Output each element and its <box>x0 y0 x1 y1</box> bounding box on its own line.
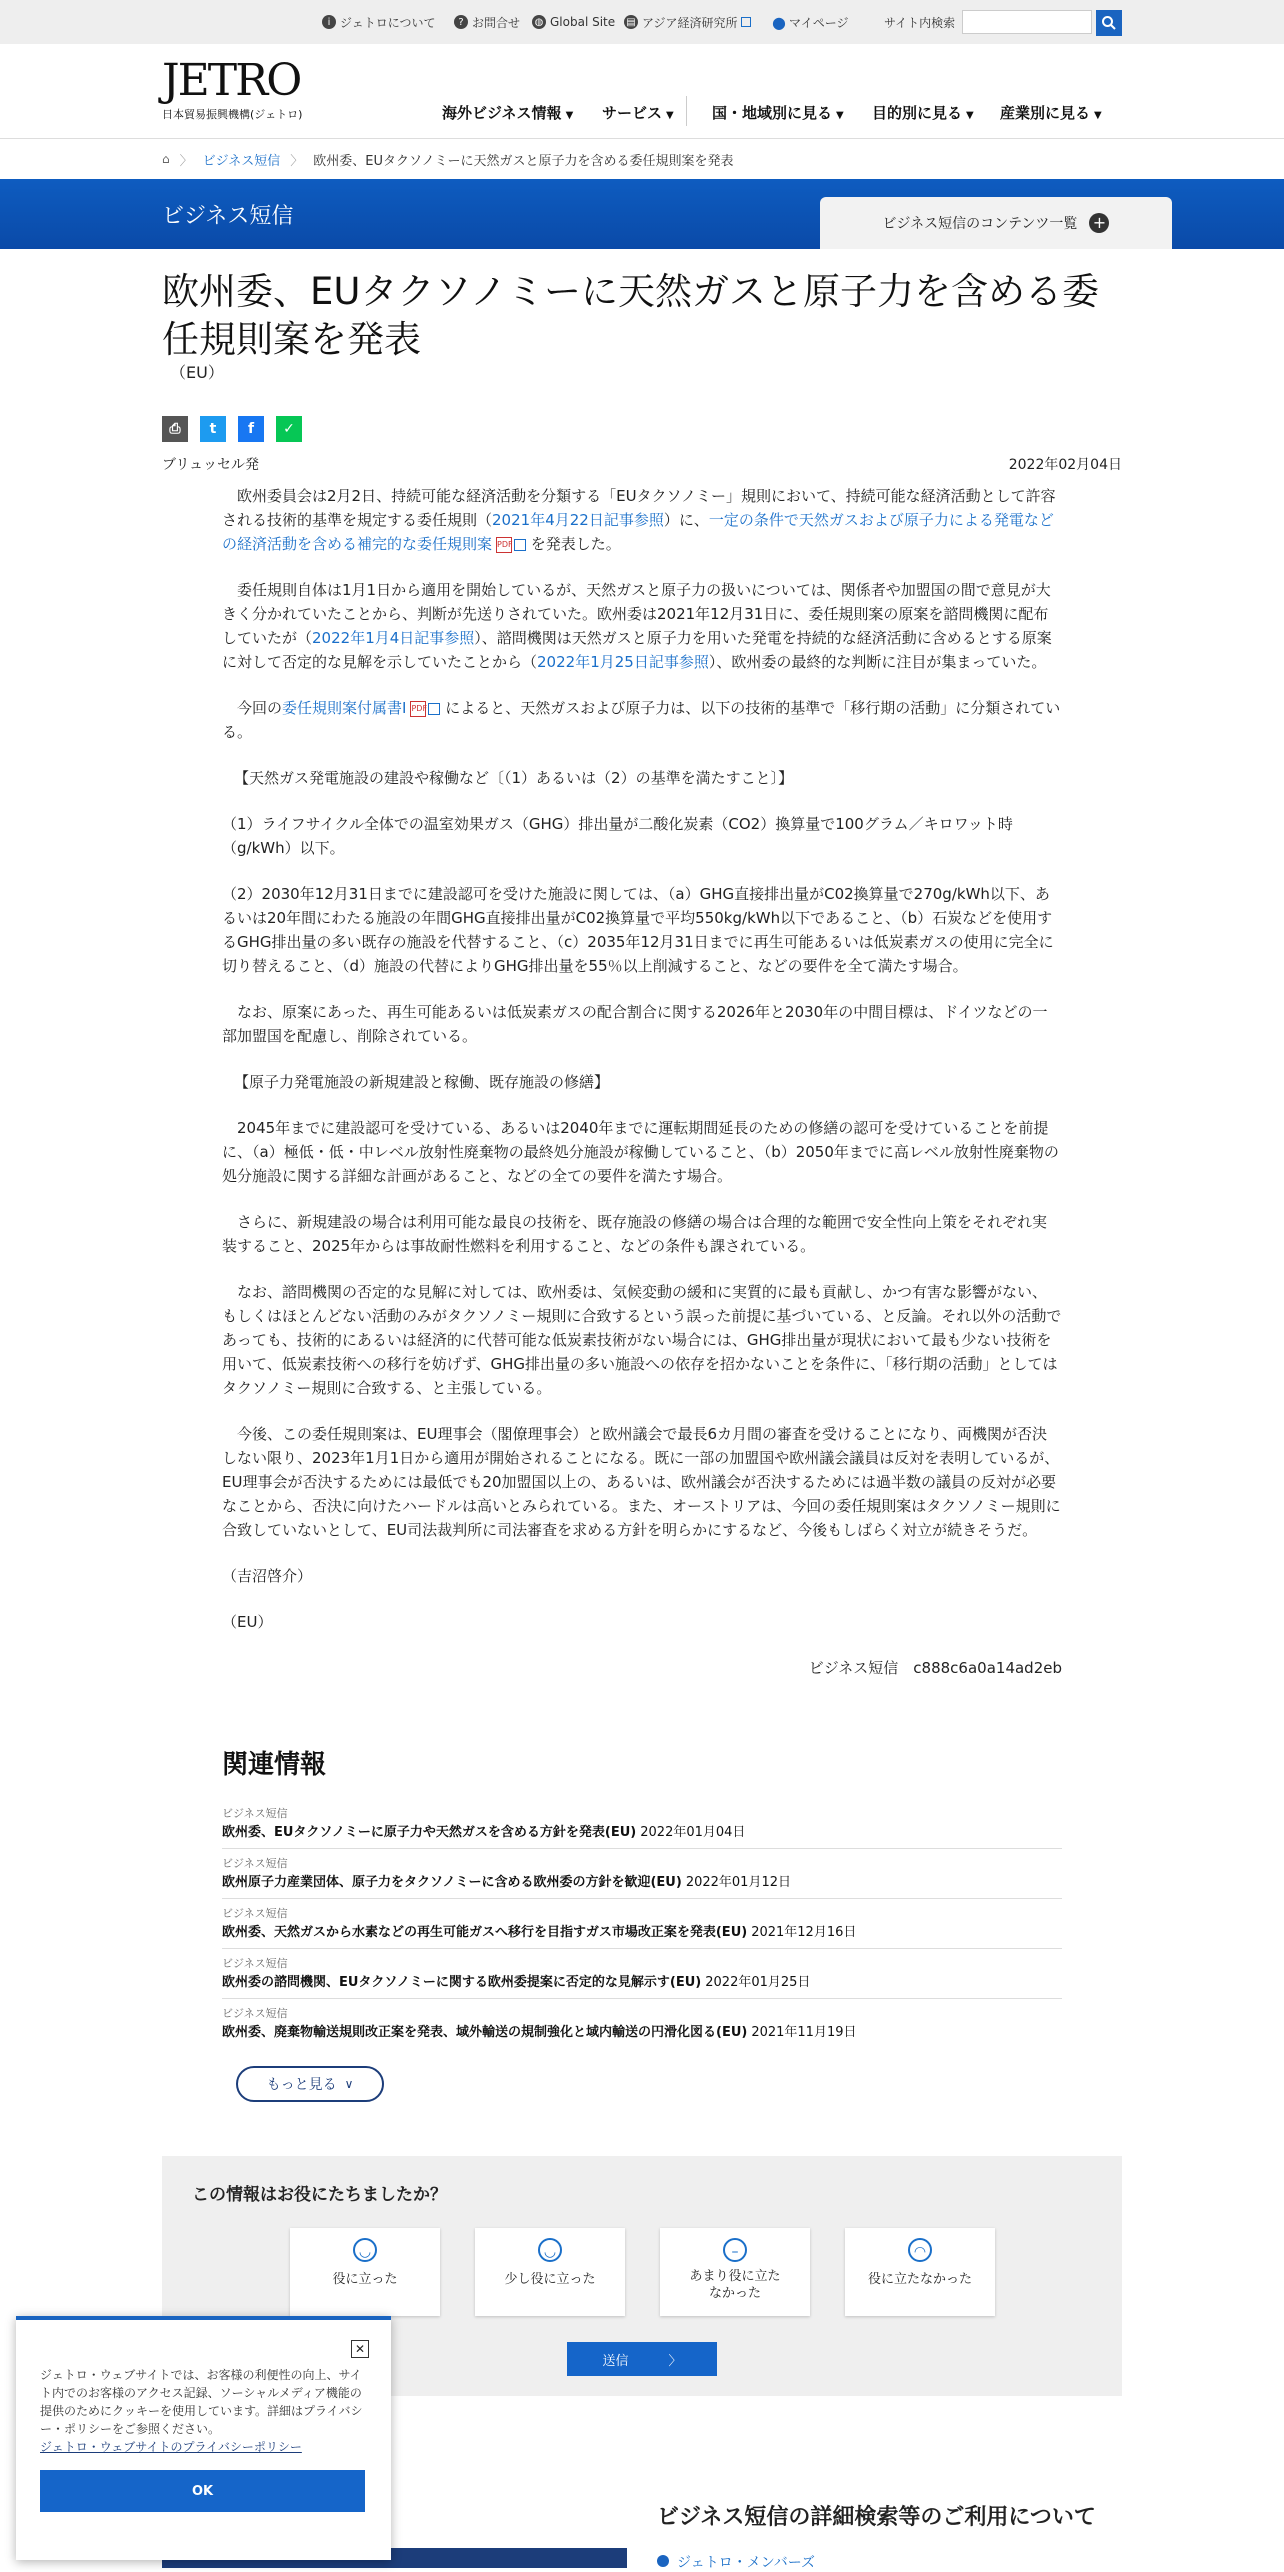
breadcrumb-separator: 〉 <box>179 153 193 169</box>
link-global[interactable] <box>532 0 615 44</box>
nav-by-region[interactable] <box>712 102 844 123</box>
list-item[interactable] <box>222 1849 1062 1899</box>
text: 欧州委員会は2月2日、持続可能な経済活動を分類する「EUタクソノミー」規則において、持続可能な経済活動として許容される技術的基準を規定する委任規則（ <box>222 487 1056 529</box>
bookmark-icon[interactable]: ✓ <box>276 416 302 442</box>
text: 今回の <box>237 699 283 717</box>
site-header <box>0 44 1284 139</box>
section-banner <box>0 179 1284 249</box>
article-date: 2022年02月04日 <box>1008 457 1122 473</box>
caret-down-icon: ▼ <box>1094 110 1102 121</box>
feedback-option-label: あまり役に立た なかった <box>689 2269 781 2301</box>
nav-divider <box>686 96 687 126</box>
feedback-option-helpful[interactable] <box>290 2228 440 2316</box>
nav-by-purpose-label: 目的別に見る <box>872 104 963 122</box>
related-title <box>222 1971 1062 1990</box>
share-buttons <box>162 416 302 442</box>
building-icon: ▤ <box>624 15 638 29</box>
external-link-icon <box>428 703 440 715</box>
submit-label: 送信 <box>602 2353 629 2369</box>
related-title-text: 欧州委の諮問機関、EUタクソノミーに関する欧州委提案に否定的な見解示す(EU) <box>222 1975 702 1990</box>
cookie-ok-button[interactable]: OK <box>40 2470 365 2512</box>
help-icon: ? <box>454 15 468 29</box>
text: ）、欧州委の最終的な判断に注目が集まっていた。 <box>708 653 1047 671</box>
author: （吉沼啓介） <box>222 1567 313 1585</box>
related-category: ビジネス短信 <box>222 1907 288 1920</box>
feedback-question: この情報はお役にたちましたか？ <box>192 2185 447 2205</box>
caret-down-icon: ▼ <box>966 110 974 121</box>
link-mypage[interactable] <box>772 0 849 44</box>
text: なお、諮問機関の否定的な見解に対しては、欧州委は、気候変動の緩和に実質的に最も貢献し、かつ有害な影響がない、もしくはほとんどない活動のみがタクソノミー規則に合致するという誤った前提に基づいている、と反論。それ以外の活動であっても、技術的にあるいは経済的に代替可能な低炭素技術がない場合には、GHG排出量が現状において最も少ない技術を用いて、低炭素技術への移行を妨げず、GHG排出量の多い施設への依存を招かないことを条件に、「移行期の活動」としてはタクソノミー規則に合致する、と主張している。 <box>222 1283 1062 1397</box>
privacy-policy-link[interactable]: ジェトロ・ウェブサイトのプライバシーポリシー <box>40 2440 302 2454</box>
search-label: サイト内検索 <box>884 16 956 30</box>
link-mypage-label: マイページ <box>788 15 849 30</box>
text: なお、原案にあった、再生可能あるいは低炭素ガスの配合割合に関する2026年と2030年の中間目標は、ドイツなどの一部加盟国を配慮し、削除されている。 <box>222 1003 1048 1045</box>
list-item[interactable] <box>222 1899 1062 1949</box>
link-delegated-act[interactable]: 一定の条件で天然ガスおよび原子力による発電などの経済活動を含める補完的な委任規則案 <box>222 511 1054 553</box>
section-title: ビジネス短信 <box>162 204 294 229</box>
chevron-down-icon: ∨ <box>344 2077 354 2091</box>
external-link-icon <box>741 17 751 27</box>
user-icon: ● <box>772 12 786 32</box>
link-ide[interactable] <box>624 0 751 44</box>
neutral-face-icon: – <box>723 2238 747 2262</box>
article-body <box>222 484 1062 1702</box>
paragraph <box>222 484 1062 556</box>
region-footer: （EU） <box>222 1613 273 1631</box>
smile-icon: ◡ <box>353 2238 377 2262</box>
members-link[interactable] <box>657 2552 815 2572</box>
utility-bar <box>0 0 1284 44</box>
link-about[interactable] <box>322 0 436 44</box>
cookie-text <box>40 2366 370 2456</box>
text: 今後、この委任規則案は、EU理事会（閣僚理事会）と欧州議会で最長6カ月間の審査を受けることになり、両機関が否決しない限り、2023年1月1日から適用が開始されることになる。既に一部の加盟国や欧州議会議員は反対を表明しているが、EU理事会が否決するためには最低でも20加盟国以上の、あるいは、欧州議会が否決するためには過半数の議員の反対が必要なことから、否決に向けたハードルは高いとみられている。また、オーストリアは、今回の委任規則案はタクソノミー規則に合致していないとして、EU司法裁判所に司法審査を求める方針を明らかにするなど、今後もしばらく対立が続きそうだ。 <box>222 1425 1061 1539</box>
caret-down-icon: ▼ <box>666 110 674 121</box>
nav-by-industry-label: 産業別に見る <box>1000 104 1091 122</box>
paragraph <box>222 1116 1062 1188</box>
contents-list-tab-label: ビジネス短信のコンテンツ一覧 <box>882 216 1078 232</box>
chevron-right-icon: 〉 <box>668 2353 682 2369</box>
print-icon[interactable]: ⎙ <box>162 416 188 442</box>
breadcrumb-current: 欧州委、EUタクソノミーに天然ガスと原子力を含める委任規則案を発表 <box>313 153 734 169</box>
show-more-button[interactable] <box>236 2066 384 2102</box>
feedback-option-not-helpful[interactable] <box>845 2228 995 2316</box>
related-title <box>222 1871 1062 1890</box>
article-origin: ブリュッセル発 <box>162 457 260 473</box>
search-input[interactable] <box>962 10 1092 34</box>
breadcrumb-business-news[interactable]: ビジネス短信 <box>202 153 281 169</box>
link-global-label: Global Site <box>550 15 616 29</box>
home-icon[interactable]: ⌂ <box>162 152 170 166</box>
related-title-text: 欧州委、天然ガスから水素などの再生可能ガスへ移行を目指すガス市場改正案を発表(EU) <box>222 1925 748 1940</box>
text: 2045年までに建設認可を受けている、あるいは2040年までに運転期間延長のための修繕の認可を受けていることを前提に、（a）極低・低・中レベル放射性廃棄物の最終処分施設が稼働していること、（b）2050年までに高レベル放射性廃棄物の処分施設に関する詳細な計画があること、などの全ての要件を満たす場合。 <box>222 1119 1059 1185</box>
feedback-option-label: 役に立たなかった <box>867 2272 972 2287</box>
subheading: 【原子力発電施設の新規建設と稼働、既存施設の修繕】 <box>234 1073 610 1091</box>
pdf-icon: PDF <box>410 701 426 717</box>
related-heading: 関連情報 <box>222 1750 327 1780</box>
link-2021-04-22[interactable]: 2021年4月22日記事参照 <box>492 511 664 529</box>
paragraph <box>222 578 1062 674</box>
feedback-option-label: 少し役に立った <box>504 2272 596 2287</box>
paragraph <box>222 1000 1062 1048</box>
nav-by-purpose[interactable] <box>872 102 974 123</box>
plus-icon: + <box>1089 213 1109 233</box>
paragraph: （2）2030年12月31日までに建設認可を受けた施設に関しては、（a）GHG直接排出量がC02換算量で270g/kWh以下、あるいは20年間にわたる施設の年間GHG直接排出量がC02換算量で平均550kg/kWh以下であること、（b）石炭などを使用するGHG排出量の多い既存の施設を代替すること、（c）2035年12月31日までに再生可能あるいは低炭素ガスの使用に完全に切り替えること、（d）施設の代替によりGHG排出量を55％以上削減すること、などの要件を全て満たす場合。 <box>222 885 1054 975</box>
info-icon: i <box>322 15 336 29</box>
caret-down-icon: ▼ <box>836 110 844 121</box>
nav-overseas-info-label: 海外ビジネス情報 <box>442 104 562 122</box>
text: 委任規則自体は1月1日から適用を開始しているが、天然ガスと原子力の扱いについては、関係者や加盟国の間で意見が大きく分かれていたことから、判断が先送りされていた。欧州委は2021年12月31日に、委任規則案の原案を諮問機関に配布していたが（ <box>222 581 1051 647</box>
external-link-icon <box>514 539 526 551</box>
detailed-search-heading: ビジネス短信の詳細検索等のご利用について <box>657 2505 1096 2530</box>
smile-icon: ◡ <box>538 2238 562 2262</box>
link-ide-label: アジア経済研究所 <box>642 15 738 30</box>
arrow-circle-icon <box>657 2555 669 2567</box>
related-title <box>222 2021 1062 2040</box>
jetro-logo[interactable] <box>162 55 303 122</box>
logo-mark: JETRO <box>162 55 301 106</box>
breadcrumb <box>0 139 1284 179</box>
feedback-option-not-much[interactable] <box>660 2228 810 2316</box>
feedback-option-somewhat[interactable] <box>475 2228 625 2316</box>
logo-subtitle: 日本貿易振興機構(ジェトロ) <box>162 108 303 121</box>
related-title-text: 欧州委、廃棄物輸送規則改正案を発表、域外輸送の規制強化と域内輸送の円滑化図る(EU) <box>222 2025 748 2040</box>
related-title <box>222 1921 1062 1940</box>
list-item[interactable] <box>222 1949 1062 1999</box>
paragraph: （1）ライフサイクル全体での温室効果ガス（GHG）排出量が二酸化炭素（CO2）換算量で100グラム／キロワット時（g/kWh）以下。 <box>222 815 1013 857</box>
subheading: 【天然ガス発電施設の建設や稼働など〔（1）あるいは（2）の基準を満たすこと〕】 <box>234 769 794 787</box>
related-title-text: 欧州委、EUタクソノミーに原子力や天然ガスを含める方針を発表(EU) <box>222 1825 637 1840</box>
text: さらに、新規建設の場合は利用可能な最良の技術を、既存施設の修繕の場合は合理的な範囲で安全性向上策をそれぞれ実装すること、2025年からは事故耐性燃料を利用すること、などの条件も課されている。 <box>222 1213 1048 1255</box>
nav-services-label: サービス <box>602 104 663 122</box>
nav-by-region-label: 国・地域別に見る <box>712 104 833 122</box>
nav-by-industry[interactable] <box>1000 102 1102 123</box>
related-date: 2021年11月19日 <box>751 2025 857 2040</box>
paragraph <box>222 1210 1062 1258</box>
facebook-icon[interactable]: f <box>238 416 264 442</box>
link-2022-01-25[interactable]: 2022年1月25日記事参照 <box>537 653 709 671</box>
paragraph <box>222 696 1062 744</box>
cookie-message: ジェトロ・ウェブサイトでは、お客様の利便性の向上、サイト内でのお客様のアクセス記録、ソーシャルメディア機能の提供のためにクッキーを使用しています。詳細はプライバシー・ポリシーをご参照ください。 <box>40 2368 363 2436</box>
text: ）に、 <box>663 511 709 529</box>
related-category: ビジネス短信 <box>222 1857 288 1870</box>
related-title-text: 欧州原子力産業団体、原子力をタクソノミーに含める欧州委の方針を歓迎(EU) <box>222 1875 682 1890</box>
search-icon <box>1101 15 1117 31</box>
paragraph <box>222 1422 1062 1542</box>
related-category: ビジネス短信 <box>222 1807 288 1820</box>
link-contact-label: お問合せ <box>472 15 521 30</box>
related-title <box>222 1821 1062 1840</box>
nav-overseas-info[interactable] <box>442 102 573 123</box>
twitter-icon[interactable]: t <box>200 416 226 442</box>
related-info <box>222 1744 1062 2102</box>
caret-down-icon: ▼ <box>565 110 574 121</box>
list-item[interactable] <box>222 1999 1062 2048</box>
link-contact[interactable] <box>454 0 520 44</box>
globe-icon: ◍ <box>532 15 546 29</box>
paragraph <box>222 1280 1062 1400</box>
show-more-label: もっと見る <box>266 2077 337 2093</box>
article-id: ビジネス短信 c888c6a0a14ad2eb <box>808 1659 1062 1677</box>
related-category: ビジネス短信 <box>222 2007 288 2020</box>
link-about-label: ジェトロについて <box>340 15 436 30</box>
feedback-option-label: 役に立った <box>332 2272 398 2287</box>
related-date: 2021年12月16日 <box>751 1925 857 1940</box>
frown-icon: ◠ <box>908 2238 932 2262</box>
pdf-icon: PDF <box>496 537 512 553</box>
related-date: 2022年01月12日 <box>685 1875 791 1890</box>
article-title: 欧州委、EUタクソノミーに天然ガスと原子力を含める委任規則案を発表 <box>162 270 1099 361</box>
cookie-banner <box>16 2316 391 2560</box>
text: を発表した。 <box>530 535 621 553</box>
list-item[interactable] <box>222 1799 1062 1849</box>
submit-button[interactable] <box>567 2342 717 2376</box>
nav-services[interactable] <box>602 102 674 123</box>
related-date: 2022年01月04日 <box>640 1825 746 1840</box>
close-icon[interactable]: ✕ <box>351 2340 369 2358</box>
related-date: 2022年01月25日 <box>705 1975 811 1990</box>
members-link-label: ジェトロ・メンバーズ <box>677 2555 816 2571</box>
breadcrumb-separator: 〉 <box>290 153 304 169</box>
text: ）、諮問機関は天然ガスと原子力を用いた発電を持続的な経済活動に含めるとする原案に対して否定的な見解を示していたことから（ <box>222 629 1052 671</box>
link-annex-1[interactable]: 委任規則案付属書I <box>282 699 407 717</box>
search-button[interactable] <box>1096 10 1122 36</box>
related-category: ビジネス短信 <box>222 1957 288 1970</box>
text: によると、天然ガスおよび原子力は、以下の技術的基準で「移行期の活動」に分類されている。 <box>222 699 1061 741</box>
contents-list-tab[interactable] <box>820 197 1172 249</box>
dateline <box>162 454 1122 474</box>
article-region: （EU） <box>170 363 224 382</box>
link-2022-01-04[interactable]: 2022年1月4日記事参照 <box>312 629 475 647</box>
